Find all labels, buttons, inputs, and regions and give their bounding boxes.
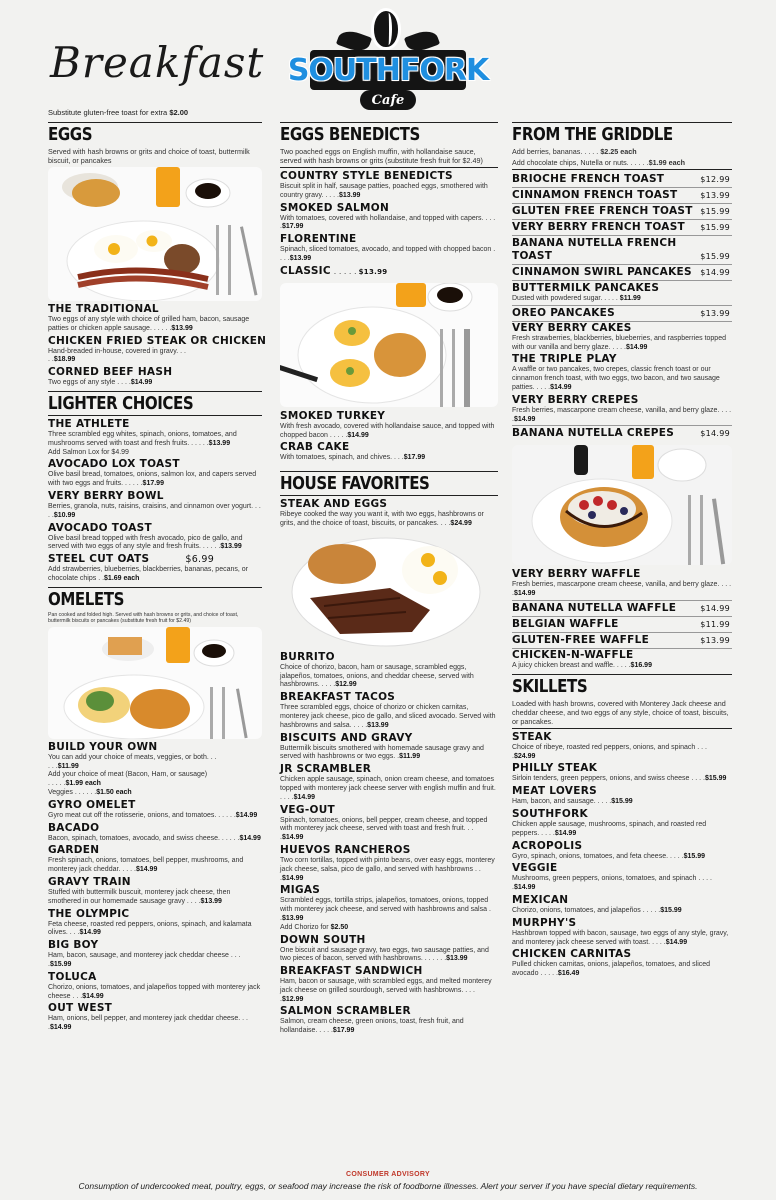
menu-item: THE ATHLETE Three scrambled egg whites, spinach, onions, tomatoes, and mushrooms served with toast and fresh fruits. . . . . .$13.99 Add Salmon Lox for $4.99 — [48, 417, 237, 456]
section-desc: Served with hash browns or grits and choice of toast, buttermilk biscuit, or pancakes — [48, 147, 250, 165]
section-title-griddle: FROM THE GRIDDLE — [512, 125, 673, 145]
menu-item: MEXICAN Chorizo, onions, tomatoes, and jalapeños . . . . .$15.99 — [512, 893, 682, 914]
menu-item: PHILLY STEAK Sirloin tenders, green peppers, onions, and swiss cheese . . . .$15.99 — [512, 762, 727, 783]
menu-item: STEAK AND EGGS Ribeye cooked the way you want it, with two eggs, hashbrowns or grits, and the choice of toast, biscuits, or pancakes. . . .$24.99 — [280, 498, 484, 527]
menu-item: MURPHY'S Hashbrown topped with bacon, sausage, two eggs of any style, gravy, and monterey jack cheese served with toast. . . . .$14.99 — [512, 916, 729, 946]
menu-item: BREAKFAST TACOS Three scrambled eggs, choice of chorizo or chicken carnitas, monterey jack cheese, pico de gallo, and sliced avocado. Served with hashbrowns and salsa. . . . .$13.99 — [280, 691, 496, 729]
menu-item: CORNED BEEF HASH Two eggs of any style . . . .$14.99 — [48, 366, 173, 387]
menu-item: VERY BERRY WAFFLE Fresh berries, mascarpone cream cheese, vanilla, and berry glaze. . . . .$14.99 — [512, 568, 732, 598]
menu-item: THE TRIPLE PLAY A waffle or two pancakes, two crepes, classic french toast or our cinnamon french toast, with two eggs, two bacon, and two sausage patties. . . . .$14.99 — [512, 353, 720, 391]
menu-item: JR SCRAMBLER Chicken apple sausage, spinach, onion cream cheese, and tomatoes topped with monterey jack cheese server with english muffin and fruit. . . . .$14.99 — [280, 763, 496, 801]
menu-item: BRIOCHE FRENCH TOAST $12.99 — [512, 173, 730, 185]
section-desc: Two poached eggs on English muffin, with hollandaise sauce, served with hash browns or grits (substitute fresh fruit for $2.49) — [280, 147, 483, 165]
section-title-lighter: LIGHTER CHOICES — [48, 393, 194, 414]
menu-item: MIGAS Scrambled eggs, tortilla strips, jalapeños, tomatoes, onions, topped with monterey jack cheese, and served with hashbrowns and salsa . .$13.99 Add Chorizo for $2.50 — [280, 884, 491, 931]
menu-item: VERY BERRY FRENCH TOAST $15.99 — [512, 221, 730, 233]
menu-item: BANANA NUTELLA WAFFLE $14.99 — [512, 601, 730, 614]
menu-item: AVOCADO TOAST Olive basil bread topped with fresh avocado, pico de gallo, and served with two eggs of any style and fresh fruits. . . . . .$13.99 — [48, 521, 243, 551]
menu-item: VERY BERRY CREPES Fresh berries, mascarpone cream cheese, vanilla, and berry glaze. . . . .$14.99 — [512, 393, 732, 423]
section-title-skillets: SKILLETS — [512, 676, 588, 697]
southfork-cafe-logo — [287, 6, 489, 114]
photo-waffle — [512, 445, 732, 565]
section-desc: Loaded with hash browns, covered with Monterey Jack cheese and cheddar cheese, and two eggs of any style, choice of toast, biscuits, or pancakes. — [512, 698, 729, 726]
divider — [512, 728, 732, 729]
menu-item: GARDEN Fresh spinach, onions, tomatoes, bell pepper, mushrooms, and monterey jack cheddar. . . . .$14.99 — [48, 844, 244, 874]
menu-item: THE TRADITIONAL Two eggs of any style with choice of grilled ham, bacon, sausage patties or chicken apple sausage. . . . . .$13.99 — [48, 303, 250, 332]
section-title-omelets: OMELETS — [48, 589, 125, 610]
menu-item: VEG-OUT Spinach, tomatoes, onions, bell pepper, cream cheese, and topped with monterey jack cheese, served with toast and fresh fruit. . . .$14.99 — [280, 803, 488, 842]
menu-item: ACROPOLIS Gyro, spinach, onions, tomatoes, and feta cheese. . . . .$15.99 — [512, 839, 706, 860]
menu-item: BURRITO Choice of chorizo, bacon, ham or sausage, scrambled eggs, jalapeños, tomatoes, onions, and cheddar cheese, served with hashbrowns. . . . .$12.99 — [280, 650, 474, 689]
menu-item: BISCUITS AND GRAVY Buttermilk biscuits smothered with homemade sausage gravy and served with hashbrowns or two eggs. .$11.99 — [280, 731, 484, 761]
menu-item: SOUTHFORK Chicken apple sausage, mushrooms, spinach, and roasted red peppers. . . . .$14.99 — [512, 807, 707, 837]
divider — [48, 415, 262, 416]
menu-item: CLASSIC . . . . . $13.99 — [280, 264, 388, 277]
logo-sub: Cafe — [371, 92, 405, 108]
menu-item: OUT WEST Ham, onions, bell pepper, and monterey jack cheddar cheese. . . .$14.99 — [48, 1002, 249, 1032]
page-title: Breakfast — [50, 38, 265, 87]
menu-item: GLUTEN-FREE WAFFLE $13.99 — [512, 633, 730, 646]
column-middle — [280, 122, 498, 1037]
menu-item: FLORENTINE Spinach, sliced tomatoes, avocado, and topped with chopped bacon . . . .$13.99 — [280, 233, 496, 262]
logo-word: SOUTHFORK — [287, 52, 489, 88]
photo-eggs-benedict — [280, 283, 498, 407]
menu-item: TOLUCA Chorizo, onions, tomatoes, and jalapeños topped with monterey jack cheese . . .$14.99 — [48, 970, 261, 1000]
menu-item: THE OLYMPIC Feta cheese, roasted red peppers, onions, spinach, and kalamata olives. . . .$14.99 — [48, 907, 252, 937]
menu-item: STEEL CUT OATS $6.99 Add strawberries, blueberries, blackberries, bananas, pecans, or chocolate chips . .$1.69 each — [48, 553, 248, 582]
menu-item: BACADO Bacon, spinach, tomatoes, avocado, and swiss cheese. . . . . .$14.99 — [48, 821, 261, 842]
menu-item: BIG BOY Ham, bacon, sausage, and monterey jack cheddar cheese . . . .$15.99 — [48, 939, 241, 968]
photo-traditional-breakfast — [48, 167, 262, 301]
divider — [512, 169, 732, 170]
menu-item: SMOKED TURKEY With fresh avocado, covered with hollandaise sauce, and topped with chopped bacon . . . . .$14.99 — [280, 409, 495, 439]
menu-item: CHICKEN FRIED STEAK OR CHICKEN Hand-breaded in-house, covered in gravy. . . . .$18.99 — [48, 334, 267, 364]
menu-item: HUEVOS RANCHEROS Two corn tortillas, topped with pinto beans, over easy eggs, monterey jack cheese, salsa, pico de gallo, and served with hashbrowns . . .$14.99 — [280, 843, 495, 882]
menu-item: BREAKFAST SANDWICH Ham, bacon or sausage, with scrambled eggs, and melted monterey jack cheese on grilled sourdough, served with hashbrowns. . . . .$12.99 — [280, 965, 492, 1003]
divider — [280, 167, 498, 168]
menu-item: GRAVY TRAIN Stuffed with buttermilk buscuit, monterey jack cheese, then smothered in our homemade sausage gravy . . . .$13.99 — [48, 875, 231, 905]
menu-item: OREO PANCAKES $13.99 — [512, 306, 730, 319]
section-title-favorites: HOUSE FAVORITES — [280, 474, 430, 495]
consumer-advisory-text: Consumption of undercooked meat, poultry, eggs, or seafood may increase the risk of foodborne illnesses. Alert your server if you have special dietary requirements. — [78, 1181, 698, 1191]
photo-omelet — [48, 627, 262, 739]
menu-item: GLUTEN FREE FRENCH TOAST $15.99 — [512, 205, 730, 217]
menu-item: DOWN SOUTH One biscuit and sausage gravy, two eggs, two sausage patties, and two pieces of bacon, served with hashbrowns. . . . . . .$13.99 — [280, 933, 489, 963]
section-desc: Pan cooked and folded high. Served with hash browns or grits, and choice of toast, buttermilk biscuits or pancakes (substitute fresh fruit for $2.49) — [48, 611, 239, 625]
menu-item: SMOKED SALMON With tomatoes, covered with hollandaise, and topped with capers. . . . .$17.99 — [280, 201, 496, 231]
menu-item: AVOCADO LOX TOAST Olive basil bread, tomatoes, onions, salmon lox, and capers served with two eggs and fruits. . . . . .$17.99 — [48, 458, 257, 488]
menu-item: BANANA NUTELLA CREPES $14.99 — [512, 427, 730, 440]
menu-item: VERY BERRY CAKES Fresh strawberries, blackberries, blueberries, and raspberries topped with our vanilla and berry glaze. . . . .$14.99 — [512, 321, 726, 351]
gluten-free-note: Substitute gluten-free toast for extra $2.00 — [48, 108, 189, 117]
section-title-eggs: EGGS — [48, 125, 93, 145]
menu-item: BELGIAN WAFFLE $11.99 — [512, 617, 730, 630]
menu-item: CHICKEN CARNITAS Pulled chicken carnitas, onions, jalapeños, tomatoes, and sliced avocado . . . . .$16.49 — [512, 948, 711, 978]
menu-item: CINNAMON FRENCH TOAST $13.99 — [512, 189, 730, 201]
menu-item: BUILD YOUR OWN You can add your choice of meats, veggies, or both. . . . . .$11.99 Add your choice of meat (Bacon, Ham, or sausage) . . . . .$1.99 each Veggies . . . . . .$1.50 each — [48, 740, 217, 796]
menu-item: VERY BERRY BOWL Berries, granola, nuts, raisins, craisins, and cinnamon over yogurt. . . . .$10.99 — [48, 489, 261, 519]
section-title-benedicts: EGGS BENEDICTS — [280, 125, 420, 145]
menu-item: BANANA NUTELLA FRENCH TOAST $15.99 — [512, 237, 730, 262]
menu-item: GYRO OMELET Gyro meat cut off the rotisserie, onions, and tomatoes. . . . . .$14.99 — [48, 798, 258, 819]
menu-item: MEAT LOVERS Ham, bacon, and sausage. . . . .$15.99 — [512, 785, 633, 806]
menu-item: CHICKEN-N-WAFFLE A juicy chicken breast and waffle. . . . .$16.99 — [512, 648, 652, 669]
menu-item: COUNTRY STYLE BENEDICTS Biscuit split in half, sausage patties, poached eggs, smothered with country gravy. . . . .$13.99 — [280, 170, 488, 199]
menu-item: STEAK Choice of ribeye, roasted red peppers, onions, and spinach . . . .$24.99 — [512, 730, 707, 760]
coffee-bean-icon — [371, 8, 401, 50]
menu-item: SALMON SCRAMBLER Salmon, cream cheese, green onions, toast, fresh fruit, and hollandaise. . . . .$17.99 — [280, 1005, 464, 1035]
menu-item: CRAB CAKE With tomatoes, spinach, and chives. . . .$17.99 — [280, 441, 426, 462]
column-left — [48, 122, 267, 1034]
menu-item: CINNAMON SWIRL PANCAKES $14.99 — [512, 266, 730, 278]
menu-item: BUTTERMILK PANCAKES Dusted with powdered sugar. . . . . $11.99 — [512, 282, 660, 302]
menu-item: VEGGIE Mushrooms, green peppers, onions, tomatoes, and spinach . . . . .$14.99 — [512, 862, 712, 892]
divider — [280, 495, 498, 496]
column-right: FROM THE GRIDDLE Add berries, bananas. . . . . $2.25 each Add chocolate chips, Nutella or nuts. . . . . .$1.99 each BRIOCHE FRENCH TOAST $12.99 CINNAMON FRENCH TOAST $13.99 GLUTEN FREE FRENCH TOAST $15.99 VERY BERRY FRENCH TOAST $15.99 BANANA NUTELLA FRENCH TOAST $15.99 CINNAMON SWIRL PANCAKES $14.99 BUTTERMILK PANCAKES Dusted with powdered sugar. . . . . $11.99 OREO PANCAKES $13.99 VERY BERRY CAKES Fresh strawberries, blackberries, blueberries, and raspberries topped with our vanilla and berry glaze. . . . .$14.99 THE TRIPLE PLAY A waffle or two pancakes, two crepes, classic french toast or our cinnamon french toast, with two eggs, two bacon, and two sausage patties. . . . .$14.99 VERY BERRY CREPES Fresh berries, mascarpone cream cheese, vanilla, and berry glaze. . . . .$14.99 BANANA NUTELLA CREPES $14.99 VERY BERRY WAFFLE Fresh berries, mascarpone cream cheese, vanilla, and berry glaze. . . . .$14.99 BANANA NUTELLA WAFFLE $14.99 BELGIAN WAFFLE $11.99 GLUTEN-FREE WAFFLE $13.99 CHICKEN-N-WAFFLE A juicy chicken breast and waffle. . . . .$16.99 SKILLETS Loaded with hash browns, covered with Monterey Jack cheese and cheddar cheese, and two eggs of any style, choice of toast, biscuits, or pancakes. STEAK Choice of ribeye, roasted red peppers, onions, and spinach . . . .$24.99 PHILLY STEAK Sirloin tenders, green peppers, onions, and swiss cheese . . . .$15.99 MEAT LOVERS Ham, bacon, and sausage. . . . .$15.99 SOUTHFORK Chicken apple sausage, mushrooms, spinach, and roasted red peppers. . . . .$14.99 ACROPOLIS Gyro, spinach, onions, tomatoes, and feta cheese. . . . .$15.99 VEGGIE Mushrooms, green peppers, onions, tomatoes, and spinach . . . . .$14.99 MEXICAN Chorizo, onions, tomatoes, and jalapeños . . . . .$15.99 MURPHY'S Hashbrown topped with bacon, sausage, two eggs of any style, gravy, and monterey jack cheese served with toast. . . . .$14.99 CHICKEN CARNITAS Pulled chicken carnitas, onions, jalapeños, tomatoes, and sliced avocado . . . . .$16.49 — [512, 122, 732, 980]
consumer-advisory-title: CONSUMER ADVISORY — [346, 1171, 430, 1178]
photo-steak-and-eggs — [280, 532, 498, 648]
